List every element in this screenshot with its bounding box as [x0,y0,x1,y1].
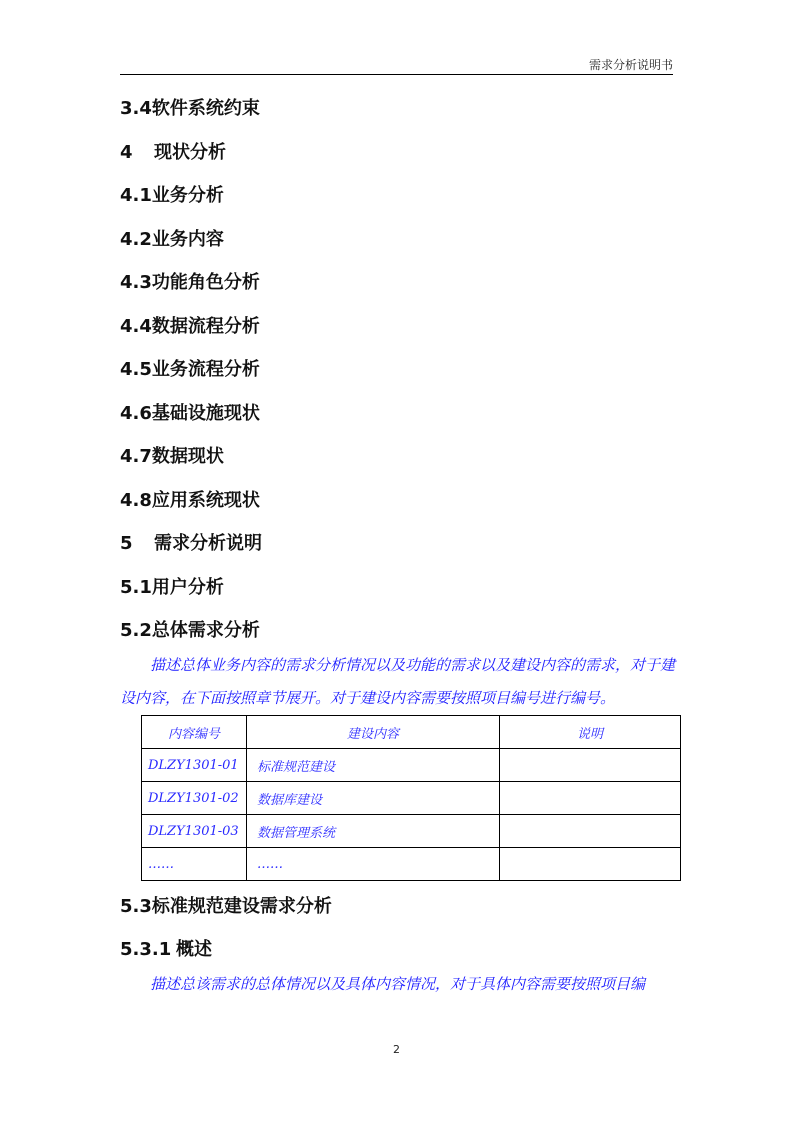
header-divider [120,74,673,75]
column-header: 建设内容 [247,716,500,749]
heading-4-1: 4.1业务分析 [120,185,224,206]
heading-3-4: 3.4软件系统约束 [120,98,260,119]
heading-4-4: 4.4数据流程分析 [120,316,260,337]
heading-4-8: 4.8应用系统现状 [120,490,260,511]
heading-5-1: 5.1用户分析 [120,577,224,598]
heading-5: 5 需求分析说明 [120,533,262,554]
heading-5-3: 5.3标准规范建设需求分析 [120,896,332,917]
table-header-row [142,716,681,749]
description-cell [500,848,681,881]
heading-4-6: 4.6基础设施现状 [120,403,260,424]
content-id-cell: DLZY1301-01 [142,749,247,782]
description-cell [500,782,681,815]
column-header: 内容编号 [142,716,247,749]
table-row [142,749,681,782]
heading-4-7: 4.7数据现状 [120,446,224,467]
content-name-cell: 数据库建设 [247,782,500,815]
content-id-cell: …… [142,848,247,881]
section-5-2-description: 描述总体业务内容的需求分析情况以及功能的需求以及建设内容的需求，对于建设内容，在下面按照章节展开。对于建设内容需要按照项目编号进行编号。 [120,656,676,707]
table-row [142,815,681,848]
construction-content-table [141,715,681,881]
heading-4: 4 现状分析 [120,142,226,163]
table-row [142,782,681,815]
heading-5-3-1: 5.3.1 概述 [120,939,212,960]
content-id-cell: DLZY1301-02 [142,782,247,815]
section-5-3-1-description: 描述总该需求的总体情况以及具体内容情况，对于具体内容需要按照项目编 [150,975,646,993]
description-cell [500,749,681,782]
description-cell [500,815,681,848]
column-header: 说明 [500,716,681,749]
page-number: 2 [393,1043,400,1056]
content-name-cell: …… [247,848,500,881]
content-id-cell: DLZY1301-03 [142,815,247,848]
content-name-cell: 标准规范建设 [247,749,500,782]
heading-4-3: 4.3功能角色分析 [120,272,260,293]
table-row [142,848,681,881]
heading-5-2: 5.2总体需求分析 [120,620,260,641]
content-name-cell: 数据管理系统 [247,815,500,848]
heading-4-2: 4.2业务内容 [120,229,224,250]
heading-4-5: 4.5业务流程分析 [120,359,260,380]
document-title: 需求分析说明书 [588,58,673,72]
